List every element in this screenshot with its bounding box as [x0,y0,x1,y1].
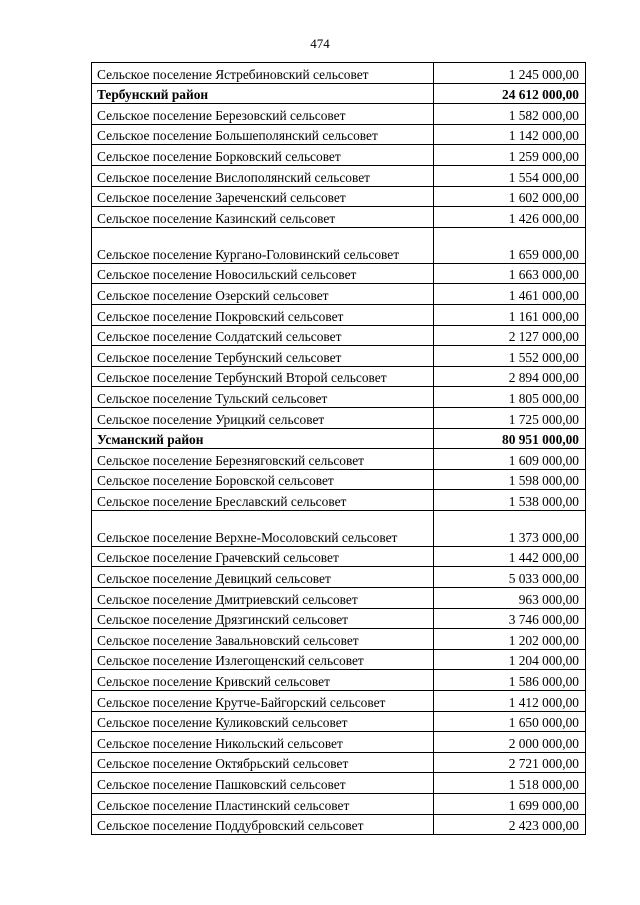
settlement-amount-cell: 1 650 000,00 [434,711,586,732]
settlement-name-cell: Сельское поселение Зареченский сельсовет [92,186,434,207]
settlement-name-cell: Сельское поселение Урицкий сельсовет [92,407,434,428]
settlement-amount-cell: 5 033 000,00 [434,567,586,588]
district-name-cell: Тербунский район [92,83,434,104]
settlement-amount-cell: 1 426 000,00 [434,207,586,228]
settlement-amount-cell: 1 538 000,00 [434,490,586,511]
settlement-name-cell: Сельское поселение Большеполянский сельсовет [92,124,434,145]
settlement-name-cell: Сельское поселение Верхне-Мосоловский сельсовет [92,510,434,546]
settlement-name-cell: Сельское поселение Девицкий сельсовет [92,567,434,588]
settlement-amount-cell: 3 746 000,00 [434,608,586,629]
settlement-row [92,387,586,408]
settlement-amount-cell: 1 161 000,00 [434,304,586,325]
settlement-amount-cell: 2 000 000,00 [434,732,586,753]
budget-table-body [92,63,586,835]
settlement-name-cell: Сельское поселение Солдатский сельсовет [92,325,434,346]
settlement-amount-cell: 1 373 000,00 [434,510,586,546]
settlement-row [92,567,586,588]
settlement-amount-cell: 1 461 000,00 [434,284,586,305]
settlement-row [92,732,586,753]
settlement-amount-cell: 2 721 000,00 [434,752,586,773]
settlement-name-cell: Сельское поселение Березовский сельсовет [92,104,434,125]
settlement-amount-cell: 1 609 000,00 [434,449,586,470]
settlement-amount-cell: 2 127 000,00 [434,325,586,346]
settlement-amount-cell: 1 245 000,00 [434,63,586,84]
settlement-row [92,469,586,490]
settlement-amount-cell: 1 582 000,00 [434,104,586,125]
settlement-name-cell: Сельское поселение Березняговский сельсовет [92,449,434,470]
settlement-name-cell: Сельское поселение Никольский сельсовет [92,732,434,753]
settlement-row [92,629,586,650]
settlement-row [92,366,586,387]
settlement-name-cell: Сельское поселение Тербунский Второй сельсовет [92,366,434,387]
district-name-cell: Усманский район [92,428,434,449]
settlement-name-cell: Сельское поселение Кривский сельсовет [92,670,434,691]
settlement-amount-cell: 2 423 000,00 [434,814,586,835]
settlement-row [92,490,586,511]
settlement-row [92,145,586,166]
settlement-name-cell: Сельское поселение Поддубровский сельсовет [92,814,434,835]
settlement-amount-cell: 1 552 000,00 [434,346,586,367]
district-amount-cell: 80 951 000,00 [434,428,586,449]
settlement-name-cell: Сельское поселение Казинский сельсовет [92,207,434,228]
settlement-name-cell: Сельское поселение Бреславский сельсовет [92,490,434,511]
settlement-amount-cell: 1 518 000,00 [434,773,586,794]
settlement-name-cell: Сельское поселение Ястребиновский сельсовет [92,63,434,84]
settlement-amount-cell: 1 142 000,00 [434,124,586,145]
settlement-name-cell: Сельское поселение Озерский сельсовет [92,284,434,305]
settlement-name-cell: Сельское поселение Вислополянский сельсовет [92,165,434,186]
settlement-name-cell: Сельское поселение Новосильский сельсовет [92,263,434,284]
settlement-amount-cell: 1 602 000,00 [434,186,586,207]
settlement-row [92,263,586,284]
settlement-amount-cell: 1 259 000,00 [434,145,586,166]
settlement-name-cell: Сельское поселение Куликовский сельсовет [92,711,434,732]
settlement-name-cell: Сельское поселение Дмитриевский сельсовет [92,588,434,609]
settlement-row [92,325,586,346]
settlement-amount-cell: 963 000,00 [434,588,586,609]
settlement-amount-cell: 2 894 000,00 [434,366,586,387]
settlement-name-cell: Сельское поселение Грачевский сельсовет [92,546,434,567]
settlement-name-cell: Сельское поселение Борковский сельсовет [92,145,434,166]
settlement-row [92,670,586,691]
settlement-row [92,588,586,609]
budget-table [91,62,586,835]
settlement-row [92,407,586,428]
settlement-amount-cell: 1 659 000,00 [434,227,586,263]
settlement-row [92,165,586,186]
page-number: 474 [310,36,330,51]
settlement-name-cell: Сельское поселение Покровский сельсовет [92,304,434,325]
settlement-name-cell: Сельское поселение Октябрьский сельсовет [92,752,434,773]
district-amount-cell: 24 612 000,00 [434,83,586,104]
settlement-amount-cell: 1 204 000,00 [434,649,586,670]
settlement-row [92,284,586,305]
settlement-amount-cell: 1 598 000,00 [434,469,586,490]
settlement-amount-cell: 1 586 000,00 [434,670,586,691]
settlement-row [92,227,586,263]
settlement-amount-cell: 1 202 000,00 [434,629,586,650]
settlement-row [92,124,586,145]
settlement-name-cell: Сельское поселение Завальновский сельсовет [92,629,434,650]
settlement-row [92,752,586,773]
settlement-row [92,510,586,546]
settlement-amount-cell: 1 805 000,00 [434,387,586,408]
settlement-row [92,773,586,794]
settlement-row [92,207,586,228]
settlement-row [92,63,586,84]
settlement-amount-cell: 1 442 000,00 [434,546,586,567]
settlement-row [92,711,586,732]
settlement-amount-cell: 1 699 000,00 [434,794,586,815]
settlement-row [92,346,586,367]
settlement-amount-cell: 1 554 000,00 [434,165,586,186]
settlement-row [92,186,586,207]
settlement-row [92,449,586,470]
settlement-name-cell: Сельское поселение Боровской сельсовет [92,469,434,490]
settlement-row [92,691,586,712]
settlement-amount-cell: 1 412 000,00 [434,691,586,712]
settlement-amount-cell: 1 663 000,00 [434,263,586,284]
district-row [92,428,586,449]
settlement-row [92,814,586,835]
settlement-row [92,546,586,567]
settlement-row [92,104,586,125]
settlement-row [92,649,586,670]
settlement-name-cell: Сельское поселение Пашковский сельсовет [92,773,434,794]
settlement-row [92,304,586,325]
settlement-amount-cell: 1 725 000,00 [434,407,586,428]
settlement-name-cell: Сельское поселение Кургано-Головинский сельсовет [92,227,434,263]
settlement-name-cell: Сельское поселение Тербунский сельсовет [92,346,434,367]
settlement-name-cell: Сельское поселение Тульский сельсовет [92,387,434,408]
settlement-name-cell: Сельское поселение Крутче-Байгорский сельсовет [92,691,434,712]
settlement-row [92,608,586,629]
settlement-name-cell: Сельское поселение Излегощенский сельсовет [92,649,434,670]
settlement-name-cell: Сельское поселение Пластинский сельсовет [92,794,434,815]
district-row [92,83,586,104]
settlement-name-cell: Сельское поселение Дрязгинский сельсовет [92,608,434,629]
settlement-row [92,794,586,815]
